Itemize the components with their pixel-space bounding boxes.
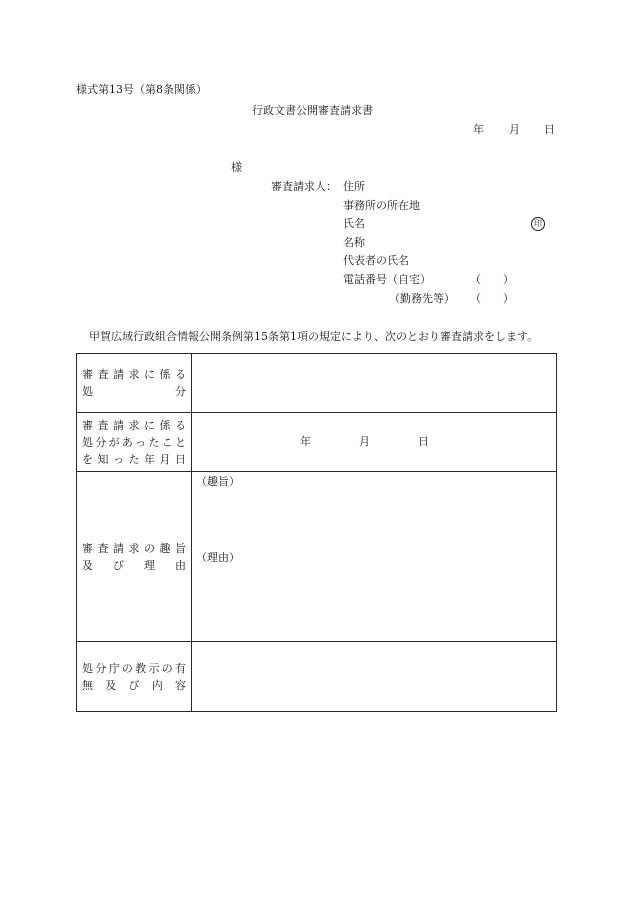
label-char: た bbox=[148, 435, 160, 449]
label-char: の bbox=[161, 661, 173, 675]
table-row bbox=[77, 413, 557, 472]
label-char: び bbox=[128, 678, 140, 692]
label-char: る bbox=[175, 368, 186, 381]
phone-home-field[interactable]: （ ） bbox=[470, 273, 514, 286]
label-line bbox=[82, 660, 186, 677]
label-char: 有 bbox=[174, 661, 186, 675]
label-line bbox=[82, 383, 186, 400]
table-row bbox=[77, 354, 557, 413]
label-char: 及 bbox=[105, 678, 117, 692]
label-char: に bbox=[144, 368, 155, 381]
label-char: る bbox=[175, 418, 186, 432]
request-form-table bbox=[76, 353, 557, 712]
phone-work-label: （勤務先等） bbox=[389, 292, 455, 305]
date-year-label: 年 bbox=[473, 123, 484, 136]
label-char: の bbox=[144, 541, 155, 555]
label-date-known bbox=[77, 413, 192, 472]
seal-icon: 印 bbox=[531, 217, 545, 231]
label-char: 無 bbox=[82, 678, 93, 692]
label-char: 年 bbox=[144, 452, 155, 466]
label-char: 処 bbox=[82, 385, 93, 398]
label-char: 処 bbox=[82, 435, 93, 449]
name-label: 氏名 bbox=[343, 217, 365, 230]
label-char: 査 bbox=[97, 418, 109, 432]
label-gist-reason bbox=[77, 472, 192, 642]
label-char: 分 bbox=[95, 661, 107, 675]
seal-mark bbox=[531, 216, 545, 231]
request-statement: 甲賀広域行政組合情報公開条例第15条第1項の規定により、次のとおり審査請求をします。 bbox=[89, 330, 539, 343]
phone-work-field[interactable]: （ ） bbox=[470, 292, 514, 305]
label-char: び bbox=[113, 558, 124, 572]
label-line bbox=[82, 557, 186, 574]
office-address-label: 事務所の所在地 bbox=[343, 199, 420, 212]
date-known-field[interactable] bbox=[192, 413, 557, 472]
gist-label: （趣旨） bbox=[196, 475, 240, 488]
label-char: が bbox=[108, 435, 120, 449]
label-char: 及 bbox=[82, 558, 93, 572]
addressee-suffix: 様 bbox=[231, 161, 242, 174]
label-char: 請 bbox=[113, 541, 124, 555]
label-line bbox=[82, 366, 186, 383]
known-day-label: 日 bbox=[418, 435, 429, 448]
label-char: 求 bbox=[128, 541, 140, 555]
label-char: 由 bbox=[175, 558, 186, 572]
label-char: 示 bbox=[148, 661, 160, 675]
label-char: た bbox=[128, 452, 140, 466]
form-number: 様式第13号（第8条関係） bbox=[76, 83, 207, 96]
label-char: こ bbox=[161, 435, 173, 449]
label-char: 日 bbox=[175, 452, 186, 466]
label-char: 査 bbox=[97, 541, 109, 555]
label-char: っ bbox=[113, 452, 124, 466]
org-name-label: 名称 bbox=[343, 236, 365, 249]
label-disposition bbox=[77, 354, 192, 413]
representative-label: 代表者の氏名 bbox=[343, 254, 409, 267]
label-char: っ bbox=[135, 435, 147, 449]
label-line bbox=[82, 451, 186, 468]
label-char: 審 bbox=[82, 418, 93, 432]
label-char: 分 bbox=[95, 435, 107, 449]
date-month-label: 月 bbox=[509, 123, 520, 136]
label-char: 旨 bbox=[175, 541, 186, 555]
label-char: 分 bbox=[175, 385, 186, 398]
label-char: 知 bbox=[97, 452, 109, 466]
date-day-label: 日 bbox=[544, 123, 555, 136]
label-char: 容 bbox=[175, 678, 186, 692]
label-char: 求 bbox=[128, 418, 140, 432]
label-char: 係 bbox=[159, 368, 171, 381]
label-char: 査 bbox=[97, 368, 109, 381]
table-row bbox=[77, 472, 557, 642]
label-instruction bbox=[77, 642, 192, 712]
address-label: 住所 bbox=[343, 180, 365, 193]
label-char: 審 bbox=[82, 368, 93, 381]
document-title: 行政文書公開審査請求書 bbox=[252, 104, 373, 117]
label-char: 請 bbox=[113, 418, 124, 432]
table-row bbox=[77, 642, 557, 712]
label-char: 処 bbox=[82, 661, 93, 675]
label-line bbox=[82, 540, 186, 557]
known-year-label: 年 bbox=[300, 435, 311, 448]
label-char: に bbox=[144, 418, 155, 432]
label-line bbox=[82, 434, 186, 451]
label-char: 求 bbox=[128, 368, 140, 381]
label-char: と bbox=[174, 435, 186, 449]
label-char: 趣 bbox=[159, 541, 171, 555]
label-char: 請 bbox=[113, 368, 124, 381]
requester-heading: 審査請求人： bbox=[271, 180, 337, 193]
label-char: 審 bbox=[82, 541, 93, 555]
instruction-field[interactable] bbox=[192, 642, 557, 712]
label-char: 理 bbox=[144, 558, 155, 572]
label-char: を bbox=[82, 452, 93, 466]
label-char: 内 bbox=[151, 678, 163, 692]
known-month-label: 月 bbox=[359, 435, 370, 448]
label-line bbox=[82, 677, 186, 694]
label-char: 庁 bbox=[108, 661, 120, 675]
disposition-field[interactable] bbox=[192, 354, 557, 413]
reason-label: （理由） bbox=[196, 551, 240, 564]
label-char: あ bbox=[121, 435, 133, 449]
phone-home-label: 電話番号（自宅） bbox=[343, 273, 431, 286]
label-char: 係 bbox=[159, 418, 171, 432]
label-line bbox=[82, 417, 186, 434]
label-char: 月 bbox=[159, 452, 171, 466]
label-char: 教 bbox=[135, 661, 147, 675]
label-char: の bbox=[121, 661, 133, 675]
gist-reason-field[interactable] bbox=[192, 472, 557, 642]
